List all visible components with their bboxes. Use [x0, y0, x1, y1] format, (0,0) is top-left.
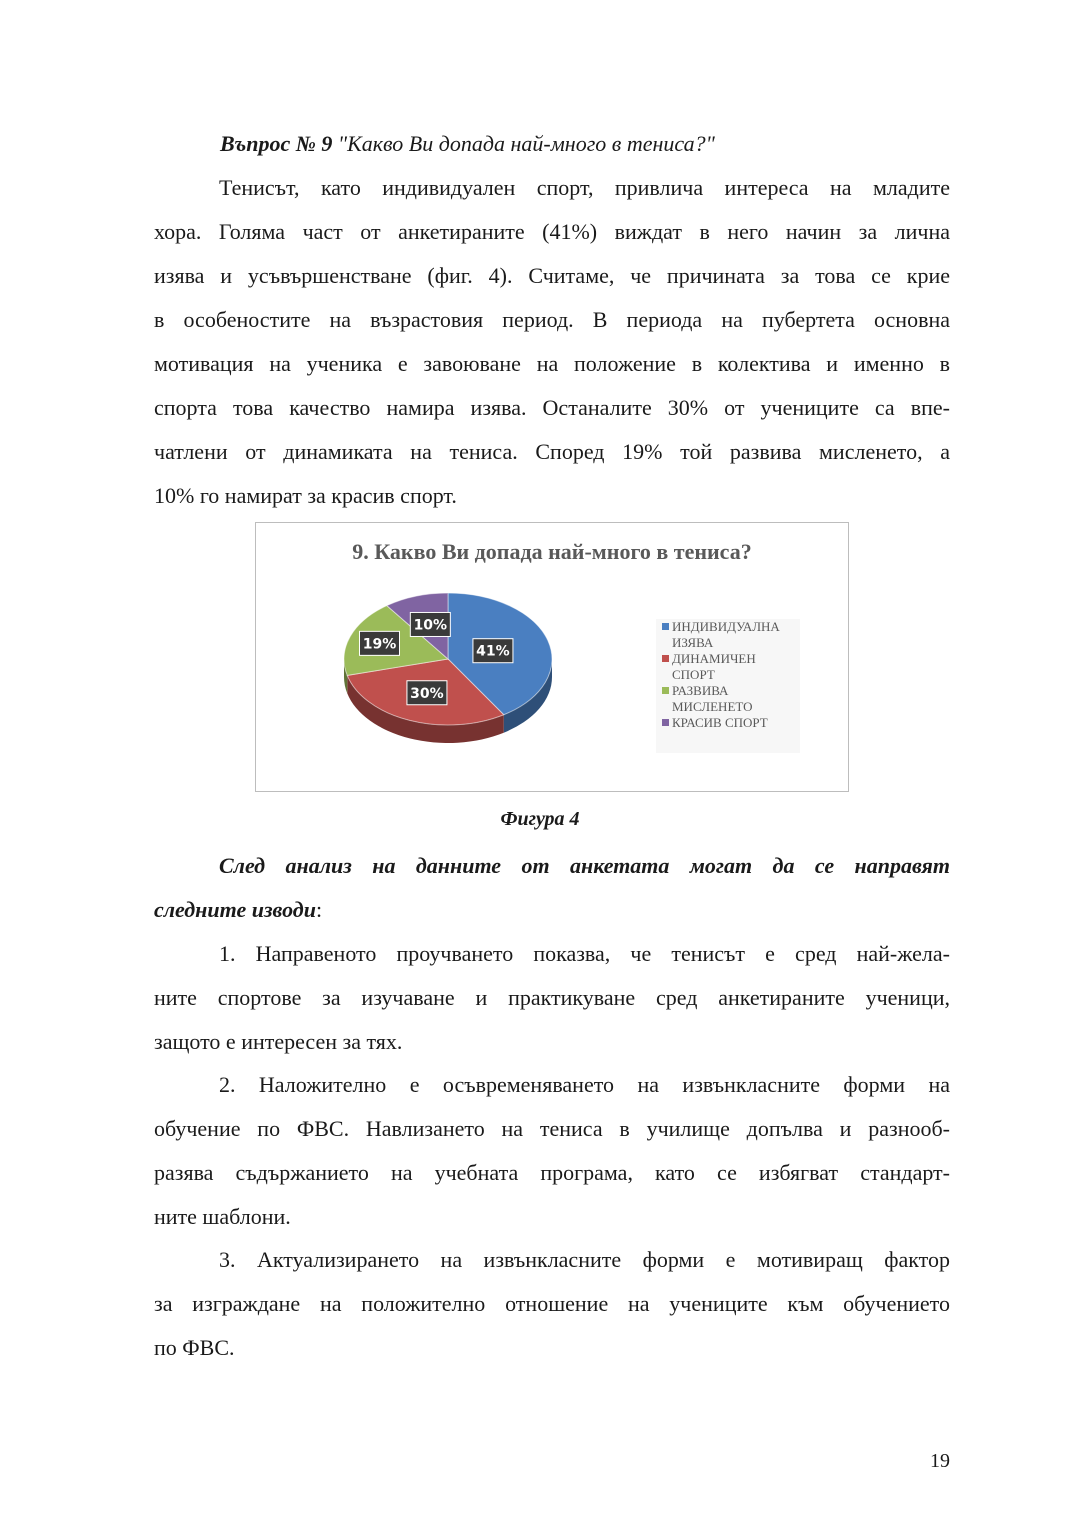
question-heading: [220, 128, 960, 160]
point-line: 2. Наложително е осъвременяването на извънкласните форми на: [219, 1072, 950, 1097]
question-number: Въпрос № 9: [220, 131, 333, 156]
legend-label: ИНДИВИДУАЛНА: [672, 619, 780, 634]
conclusion-point-2: [154, 1063, 950, 1239]
paragraph-line: спорта това качество намира изява. Останалите 30% от учениците са впе-: [154, 395, 950, 420]
chart-legend: [656, 619, 800, 753]
point-line: 1. Направеното проучването показва, че тенисът е сред най-жела-: [219, 941, 950, 966]
legend-label: КРАСИВ СПОРТ: [672, 715, 768, 730]
conclusion-line-2: [154, 888, 950, 932]
paragraph-line: изява и усъвършенстване (фиг. 4). Считаме, че причината за това се крие: [154, 263, 950, 288]
svg-text:10%: 10%: [413, 617, 448, 634]
point-line: ните шаблони.: [154, 1204, 291, 1229]
paragraph-line: мотивация на ученика е завоюване на положение в колектива и именно в: [154, 351, 950, 376]
legend-item: [656, 715, 800, 731]
pie-label-0: [473, 639, 513, 663]
paragraph-line: чатлени от динамиката на тениса. Според 19% той развива мисленето, а: [154, 439, 950, 464]
point-line: 3. Актуализирането на извънкласните форми е мотивиращ фактор: [219, 1247, 950, 1272]
paragraph-line: хора. Голяма част от анкетираните (41%) виждат в него начин за лична: [154, 219, 950, 244]
point-line: защото е интересен за тях.: [154, 1029, 403, 1054]
conclusion-heading: [154, 844, 950, 932]
conclusion-line: След анализ на данните от анкетата могат да се направят: [219, 853, 950, 878]
point-line: по ФВС.: [154, 1335, 235, 1360]
pie-label-2: [360, 631, 400, 655]
conclusion-point-3: [154, 1238, 950, 1370]
svg-text:41%: 41%: [476, 643, 510, 660]
chart-title: 9. Какво Ви допада най-много в тениса?: [352, 539, 752, 564]
point-line: за изграждане на положително отношение на учениците към обучението: [154, 1291, 950, 1316]
legend-label: МИСЛЕНЕТО: [672, 699, 753, 714]
legend-swatch: [662, 655, 669, 662]
pie-chart: [255, 522, 849, 792]
point-line: разява съдържанието на учебната програма, като се избягват стандарт-: [154, 1160, 950, 1185]
conclusion-point-1: [154, 932, 950, 1064]
paragraph-line: Тенисът, като индивидуален спорт, привлича интереса на младите: [219, 175, 950, 200]
legend-label: ДИНАМИЧЕН: [672, 651, 756, 666]
legend-swatch: [662, 687, 669, 694]
legend-item: [656, 683, 800, 715]
svg-text:19%: 19%: [362, 636, 397, 653]
paragraph-line: в особеностите на възрастовия период. В периода на пубертета основна: [154, 307, 950, 332]
svg-text:30%: 30%: [410, 685, 444, 702]
point-line: ните спортове за изучаване и практикуване сред анкетираните ученици,: [154, 985, 950, 1010]
page-number: 19: [930, 1450, 950, 1472]
legend-item: [656, 651, 800, 683]
paragraph-line: 10% го намират за красив спорт.: [154, 483, 457, 508]
conclusion-colon: :: [315, 897, 323, 922]
point-line: обучение по ФВС. Навлизането на тениса в училище допълва и разнооб-: [154, 1116, 950, 1141]
paragraph-intro: [154, 166, 950, 518]
legend-swatch: [662, 719, 669, 726]
legend-item: [656, 619, 800, 651]
pie-label-3: [410, 612, 450, 636]
conclusion-text: следните изводи: [154, 897, 316, 922]
legend-swatch: [662, 623, 669, 630]
legend-label: СПОРТ: [672, 667, 715, 682]
question-text: "Какво Ви допада най-много в тениса?": [337, 131, 715, 156]
legend-label: ИЗЯВА: [672, 635, 714, 650]
legend-label: РАЗВИВА: [672, 683, 729, 698]
pie-label-1: [407, 681, 447, 705]
figure-caption: Фигура 4: [500, 808, 580, 830]
